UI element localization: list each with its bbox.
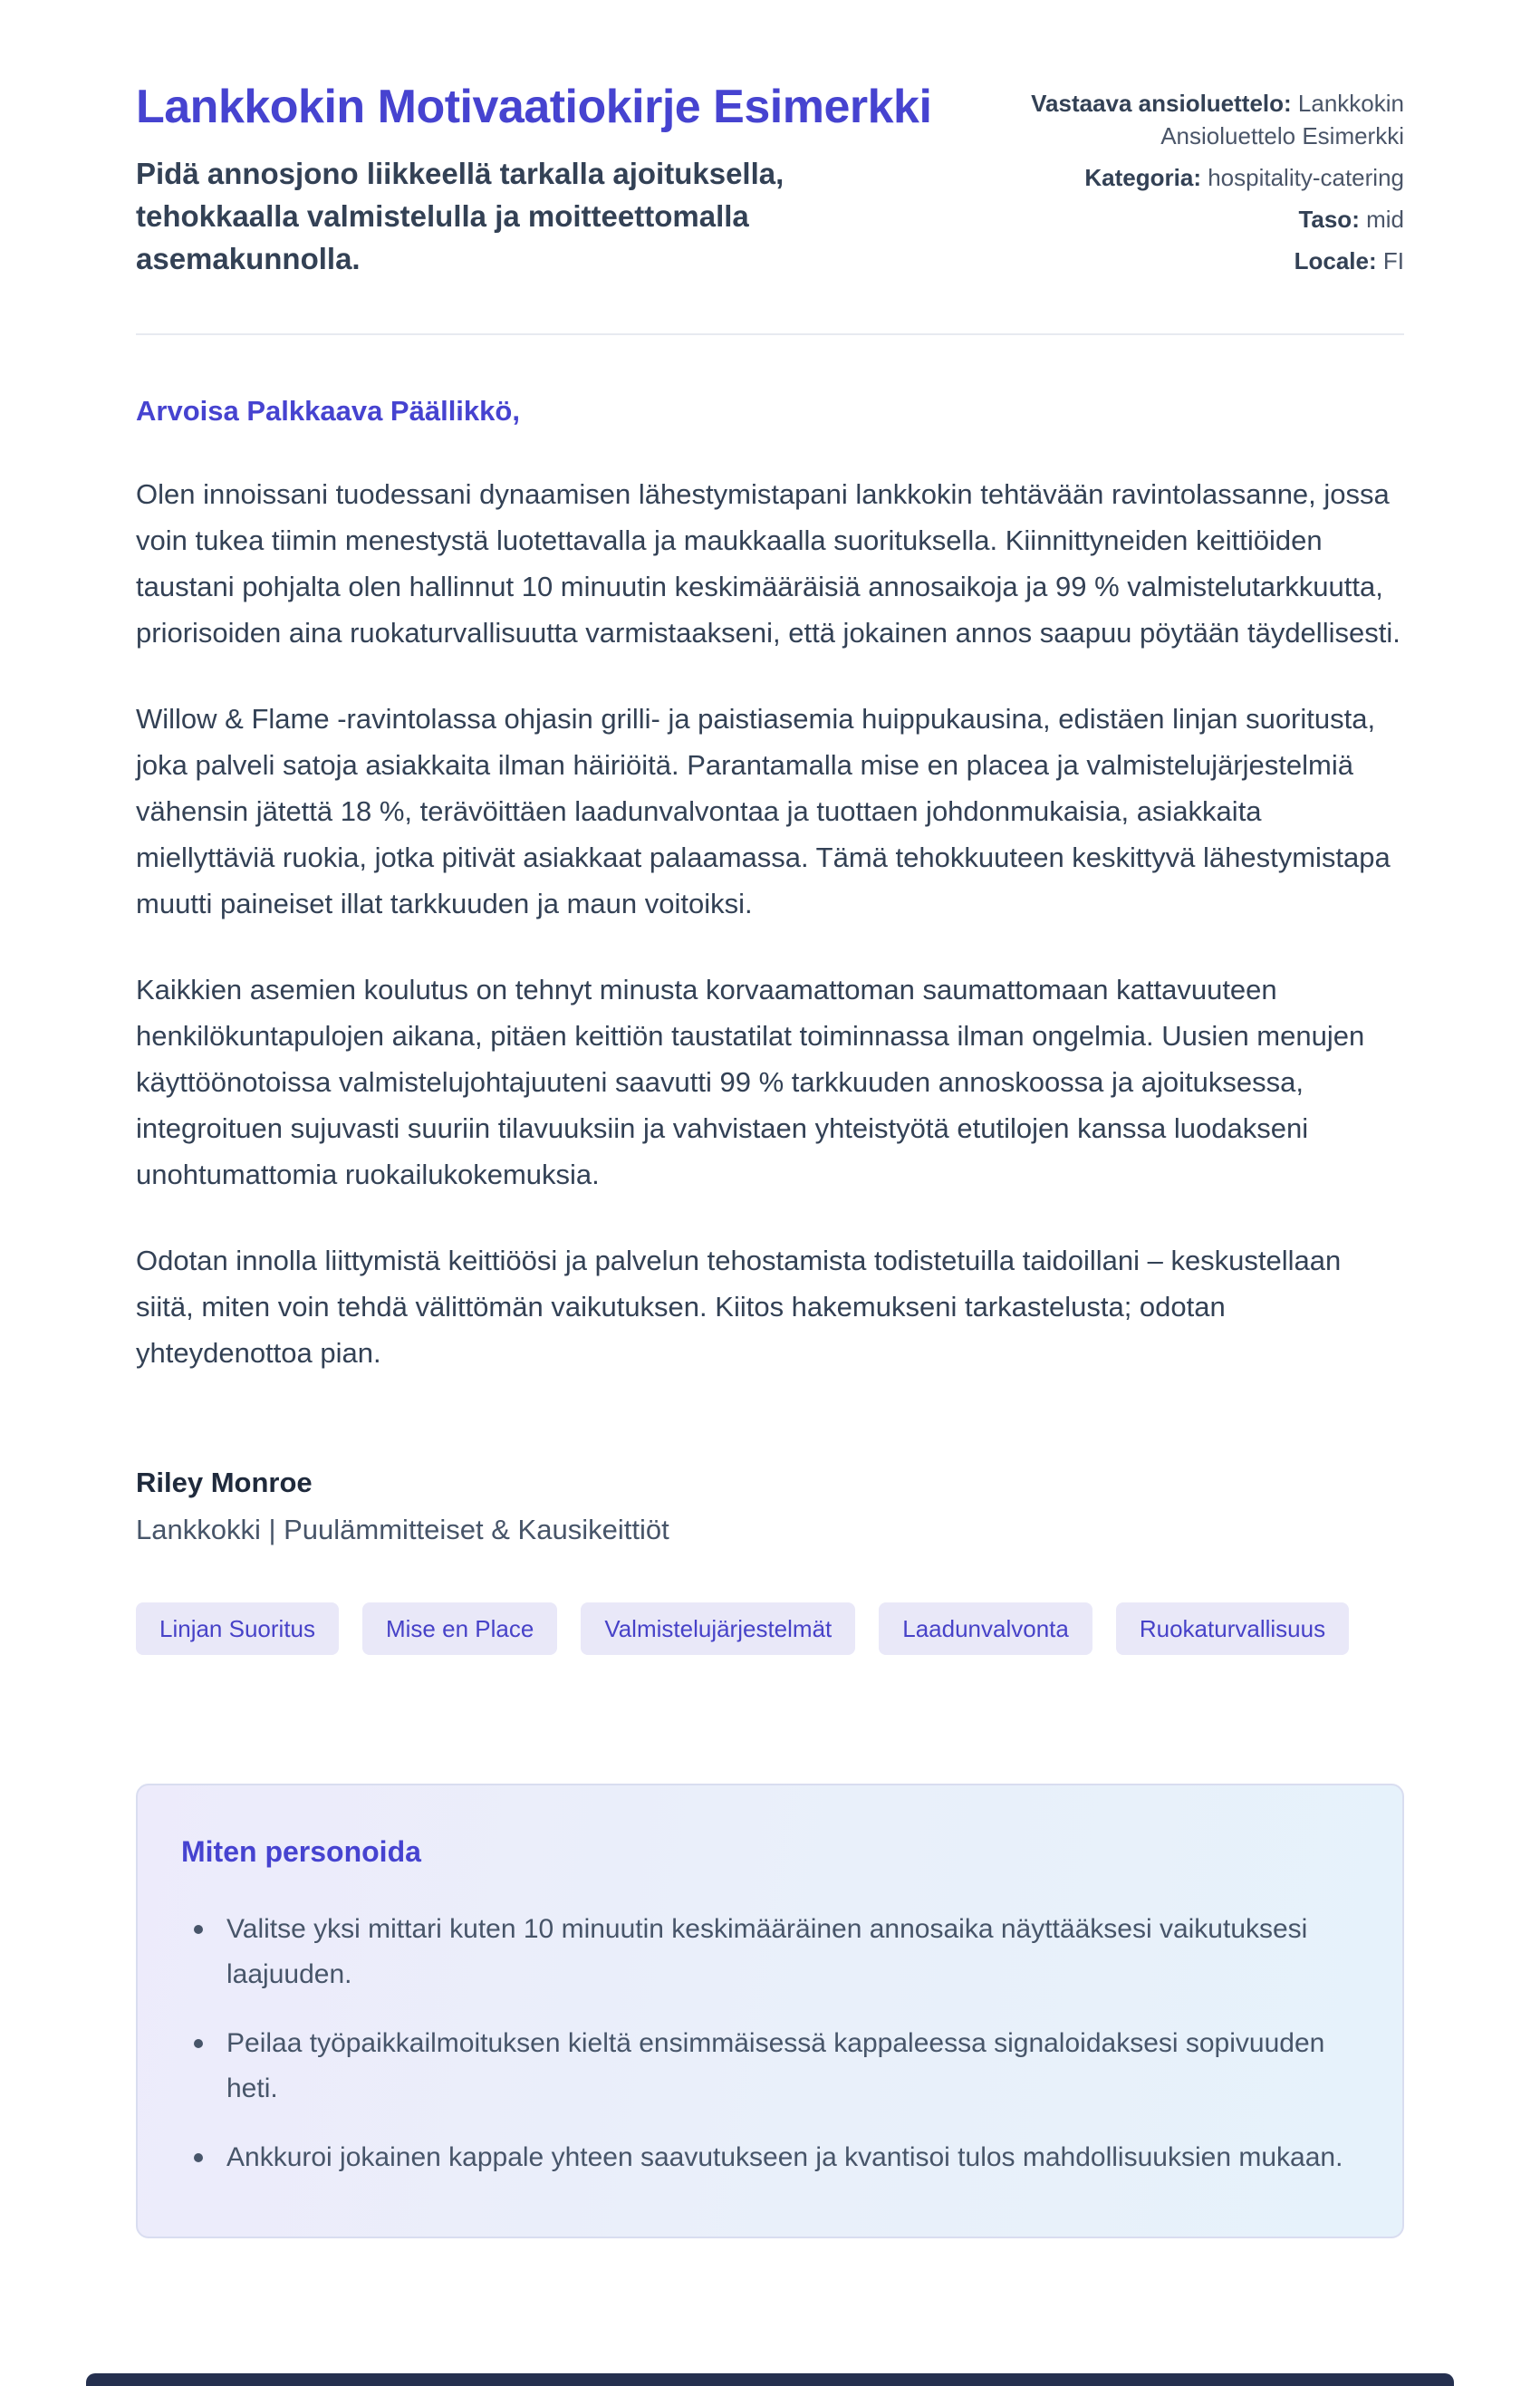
tag-list	[136, 1602, 1404, 1655]
meta-label: Taso:	[1298, 206, 1360, 233]
meta-row-locale	[996, 245, 1404, 277]
meta-value: hospitality-catering	[1208, 164, 1404, 191]
callout-bullet	[194, 1907, 1359, 1997]
bullet-dot-icon	[194, 2153, 203, 2162]
meta-label: Kategoria:	[1084, 164, 1201, 191]
letter-paragraph: Odotan innolla liittymistä keittiöösi ja palvelun tehostamista todistetuilla taidoillani – keskustellaan siitä, miten voin tehdä välittömän vaikutuksen. Kiitos hakemukseni tarkastelusta; odotan yhteydenottoa pian.	[136, 1245, 1342, 1369]
meta-value: Lankkokin Ansioluettelo Esimerkki	[1160, 90, 1404, 149]
page-title: Lankkokin Motivaatiokirje Esimerkki	[136, 81, 932, 133]
meta-label: Vastaava ansioluettelo:	[1031, 90, 1292, 117]
tag-chip: Laadunvalvonta	[879, 1602, 1092, 1655]
tag-chip: Mise en Place	[362, 1602, 557, 1655]
bullet-text: Valitse yksi mittari kuten 10 minuutin keskimääräinen annosaika näyttääksesi vaikutuksesi laajuuden.	[226, 1914, 1308, 1989]
letter-body	[136, 391, 1404, 1546]
callout-bullet	[194, 2021, 1359, 2112]
page-header	[136, 80, 1404, 286]
meta-value: FI	[1382, 247, 1404, 274]
bullet-dot-icon	[194, 1925, 203, 1934]
bullet-text: Ankkuroi jokainen kappale yhteen saavutukseen ja kvantisoi tulos mahdollisuuksien mukaan.	[226, 2142, 1343, 2172]
meta-panel	[996, 80, 1404, 286]
letter-paragraph: Willow & Flame -ravintolassa ohjasin grilli- ja paistiasemia huippukausina, edistäen linjan suoritusta, joka palveli satoja asiakkaita ilman häiriöitä. Parantamalla mise en placea ja valmistelujärjestelmiä vähensin jätettä 18 %, terävöittäen laadunvalvontaa ja tuottaen johdonmukaisia, asiakkaita miellyttäviä ruokia, jotka pitivät asiakkaat palaamassa. Tämä tehokkuuteen keskittyvä lähestymistapa muutti paineiset illat tarkkuuden ja maun voitoiksi.	[136, 703, 1391, 919]
tag-chip: Valmistelujärjestelmät	[581, 1602, 855, 1655]
personalization-callout	[136, 1784, 1404, 2238]
divider	[136, 333, 1404, 335]
next-section-top-edge	[86, 2373, 1454, 2386]
meta-row-category	[996, 161, 1404, 194]
meta-row-level	[996, 203, 1404, 236]
letter-paragraphs	[136, 471, 1404, 1376]
signature-name: Riley Monroe	[136, 1467, 313, 1498]
callout-bullet	[194, 2135, 1359, 2180]
callout-title: Miten personoida	[181, 1835, 421, 1868]
tag-chip: Ruokaturvallisuus	[1116, 1602, 1349, 1655]
meta-row-matching-resume	[996, 87, 1404, 152]
tag-chip: Linjan Suoritus	[136, 1602, 339, 1655]
meta-label: Locale:	[1294, 247, 1377, 274]
page-subtitle: Pidä annosjono liikkeellä tarkalla ajoituksella, tehokkaalla valmistelulla ja moitteettomalla asemakunnolla.	[136, 157, 784, 275]
letter-paragraph: Kaikkien asemien koulutus on tehnyt minusta korvaamattoman saumattomaan kattavuuteen henkilökuntapulojen aikana, pitäen keittiön taustatilat toiminnassa ilman ongelmia. Uusien menujen käyttöönotoissa valmistelujohtajuuteni saavutti 99 % tarkkuuden annoskoossa ja ajoituksessa, integroituen sujuvasti suuriin tilavuuksiin ja vahvistaen yhteistyötä etutilojen kanssa luodakseni unohtumattomia ruokailukokemuksia.	[136, 974, 1365, 1190]
meta-value: mid	[1366, 206, 1404, 233]
letter-paragraph: Olen innoissani tuodessani dynaamisen lähestymistapani lankkokin tehtävään ravintolassanne, jossa voin tukea tiimin menestystä luotettavalla ja maukkaalla suorituksella. Kiinnittyneiden keittiöiden taustani pohjalta olen hallinnut 10 minuutin keskimääräisiä annosaikoja ja 99 % valmistelutarkkuutta, priorisoiden aina ruokaturvallisuutta varmistaakseni, että jokainen annos saapuu pöytään täydellisesti.	[136, 478, 1400, 649]
callout-bullet-list	[181, 1907, 1359, 2180]
bullet-text: Peilaa työpaikkailmoituksen kieltä ensimmäisessä kappaleessa signaloidaksesi sopivuuden heti.	[226, 2028, 1325, 2103]
bullet-dot-icon	[194, 2039, 203, 2048]
signature-role: Lankkokki | Puulämmitteiset & Kausikeittiöt	[136, 1514, 669, 1545]
letter-greeting: Arvoisa Palkkaava Päällikkö,	[136, 395, 520, 427]
title-block	[136, 80, 996, 280]
